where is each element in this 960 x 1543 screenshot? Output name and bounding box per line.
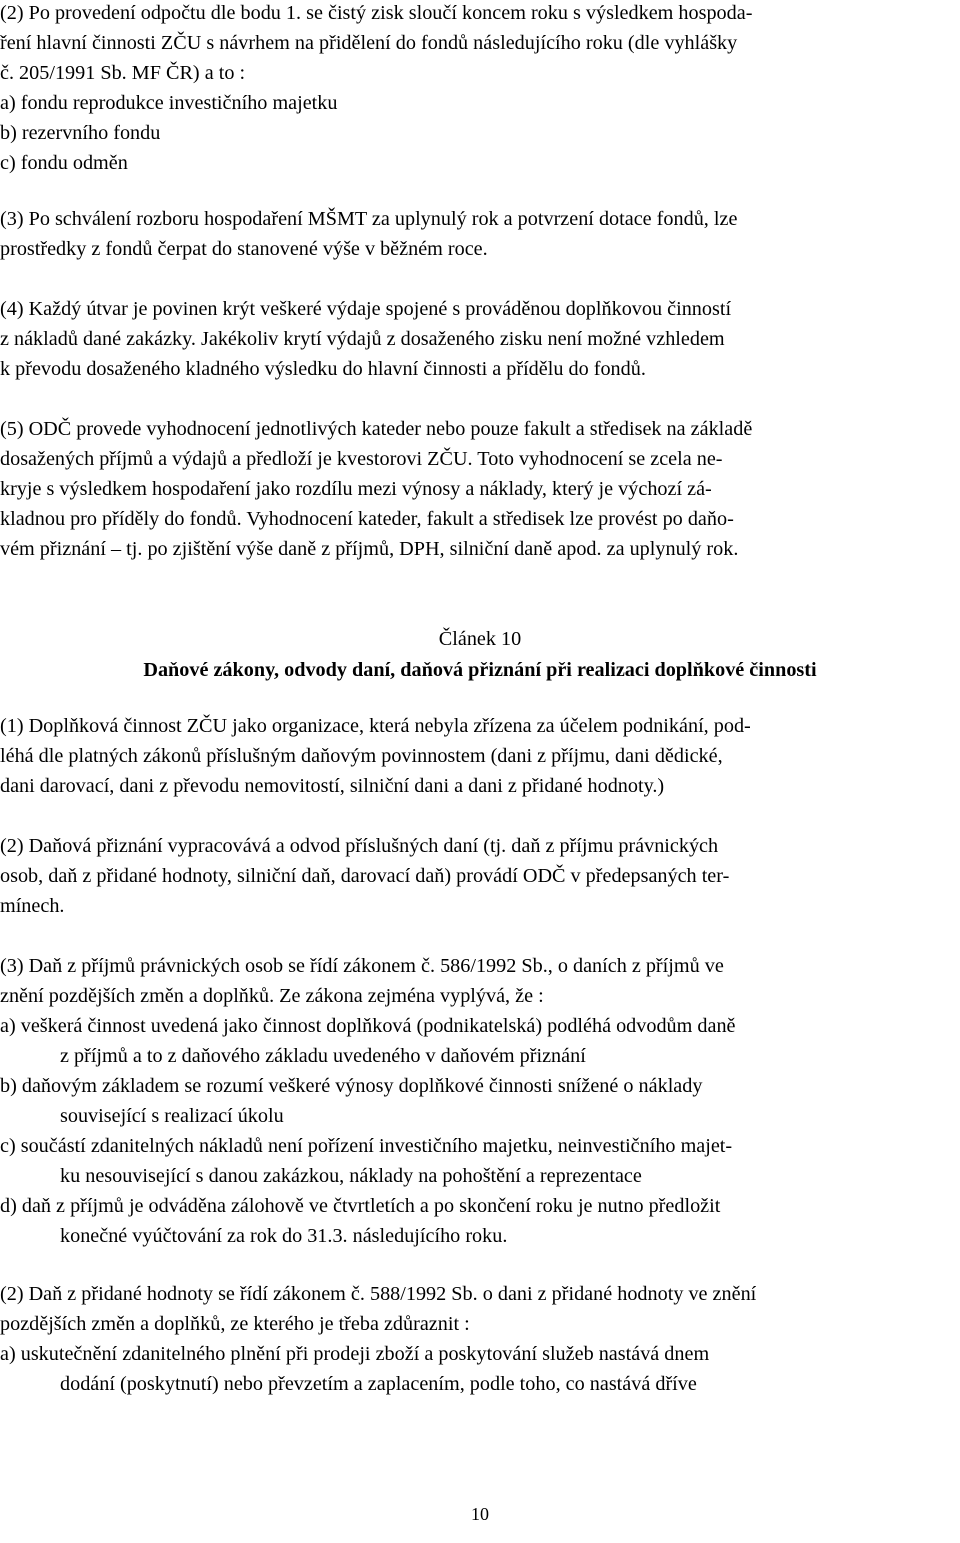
list-item-continuation: konečné vyúčtování za rok do 31.3. následujícího roku.: [60, 1225, 508, 1247]
text-line: znění pozdějších změn a doplňků. Ze zákona zejména vyplývá, že :: [0, 985, 544, 1007]
text-line: k převodu dosaženého kladného výsledku do hlavní činnosti a přídělu do fondů.: [0, 358, 646, 380]
article-paragraph-3: [0, 951, 958, 1011]
list-item-continuation: související s realizací úkolu: [60, 1105, 284, 1127]
paragraph-2: [0, 0, 958, 178]
text-line: č. 205/1991 Sb. MF ČR) a to :: [0, 62, 246, 84]
text-line: (5) ODČ provede vyhodnocení jednotlivých kateder nebo pouze fakult a středisek na základě: [0, 418, 753, 440]
text-line: (4) Každý útvar je povinen krýt veškeré výdaje spojené s prováděnou doplňkovou činností: [0, 298, 732, 320]
paragraph-5: [0, 414, 958, 564]
list-item: c) fondu odměn: [0, 152, 128, 174]
text-line: mínech.: [0, 895, 65, 917]
text-line: (2) Po provedení odpočtu dle bodu 1. se čistý zisk sloučí koncem roku s výsledkem hospoda-: [0, 2, 753, 24]
text-line: (2) Daň z přidané hodnoty se řídí zákonem č. 588/1992 Sb. o dani z přidané hodnoty ve znění: [0, 1283, 757, 1305]
paragraph-3: [0, 204, 958, 264]
text-line: (3) Po schválení rozboru hospodaření MŠMT za uplynulý rok a potvrzení dotace fondů, lze: [0, 208, 738, 230]
list-item-continuation: dodání (poskytnutí) nebo převzetím a zaplacením, podle toho, co nastává dříve: [60, 1373, 697, 1395]
list-item: b) rezervního fondu: [0, 122, 161, 144]
text-line: (2) Daňová přiznání vypracovává a odvod příslušných daní (tj. daň z příjmu právnických: [0, 835, 719, 857]
text-line: kryje s výsledkem hospodaření jako rozdílu mezi výnosy a náklady, který je výchozí zá-: [0, 478, 712, 500]
text-line: dani darovací, dani z převodu nemovitostí, silniční dani a dani z přidané hodnoty.): [0, 775, 665, 797]
text-line: ření hlavní činnosti ZČU s návrhem na přidělení do fondů následujícího roku (dle vyhlášky: [0, 32, 738, 54]
list-item-text: b) daňovým základem se rozumí veškeré výnosy doplňkové činnosti snížené o náklady: [0, 1075, 703, 1097]
list-item-text: a) veškerá činnost uvedená jako činnost doplňková (podnikatelská) podléhá odvodům daně: [0, 1015, 736, 1037]
page-number: 10: [471, 1504, 489, 1524]
list-item: [0, 1071, 958, 1131]
article-paragraph-2: [0, 831, 958, 921]
list-item-continuation: ku nesouvisející s danou zakázkou, náklady na pohoštění a reprezentace: [60, 1165, 642, 1187]
text-line: (1) Doplňková činnost ZČU jako organizace, která nebyla zřízena za účelem podnikání, pod-: [0, 715, 751, 737]
text-line: vém přiznání – tj. po zjištění výše daně z příjmů, DPH, silniční daně apod. za uplynulý rok.: [0, 538, 739, 560]
text-line: osob, daň z přidané hodnoty, silniční daň, darovací daň) provádí ODČ v předepsaných ter-: [0, 865, 730, 887]
text-line: prostředky z fondů čerpat do stanovené výše v běžném roce.: [0, 238, 488, 260]
list-item-text: c) součástí zdanitelných nákladů není pořízení investičního majetku, neinvestičního majet-: [0, 1135, 733, 1157]
list-item: a) fondu reprodukce investičního majetku: [0, 92, 338, 114]
text-line: pozdějších změn a doplňků, ze kterého je třeba zdůraznit :: [0, 1313, 470, 1335]
paragraph-4: [0, 294, 958, 384]
article-paragraph-vat: [0, 1279, 958, 1339]
article-paragraph-1: [0, 711, 958, 801]
list-item-text: a) uskutečnění zdanitelného plnění při prodeji zboží a poskytování služeb nastává dnem: [0, 1343, 710, 1365]
article-number: Článek 10: [438, 628, 522, 650]
text-line: léhá dle platných zákonů příslušným daňovým povinnostem (dani z příjmu, dani dědické,: [0, 745, 723, 767]
list-item: [0, 1191, 958, 1251]
text-line: z nákladů dané zakázky. Jakékoliv krytí výdajů z dosaženého zisku není možné vzhledem: [0, 328, 725, 350]
text-line: (3) Daň z příjmů právnických osob se řídí zákonem č. 586/1992 Sb., o daních z příjmů ve: [0, 955, 724, 977]
list-item: [0, 1131, 958, 1191]
list-item-continuation: z příjmů a to z daňového základu uvedeného v daňovém přiznání: [60, 1045, 586, 1067]
text-line: dosažených příjmů a výdajů a předloží je kvestorovi ZČU. Toto vyhodnocení se zcela ne-: [0, 448, 723, 470]
list-item: [0, 1011, 958, 1071]
list-item-text: d) daň z příjmů je odváděna zálohově ve čtvrtletích a po skončení roku je nutno předložit: [0, 1195, 721, 1217]
list-item: [0, 1339, 958, 1399]
text-line: kladnou pro příděly do fondů. Vyhodnocení kateder, fakult a středisek lze provést po daňo-: [0, 508, 734, 530]
article-title: Daňové zákony, odvody daní, daňová přiznání při realizaci doplňkové činnosti: [143, 659, 817, 681]
